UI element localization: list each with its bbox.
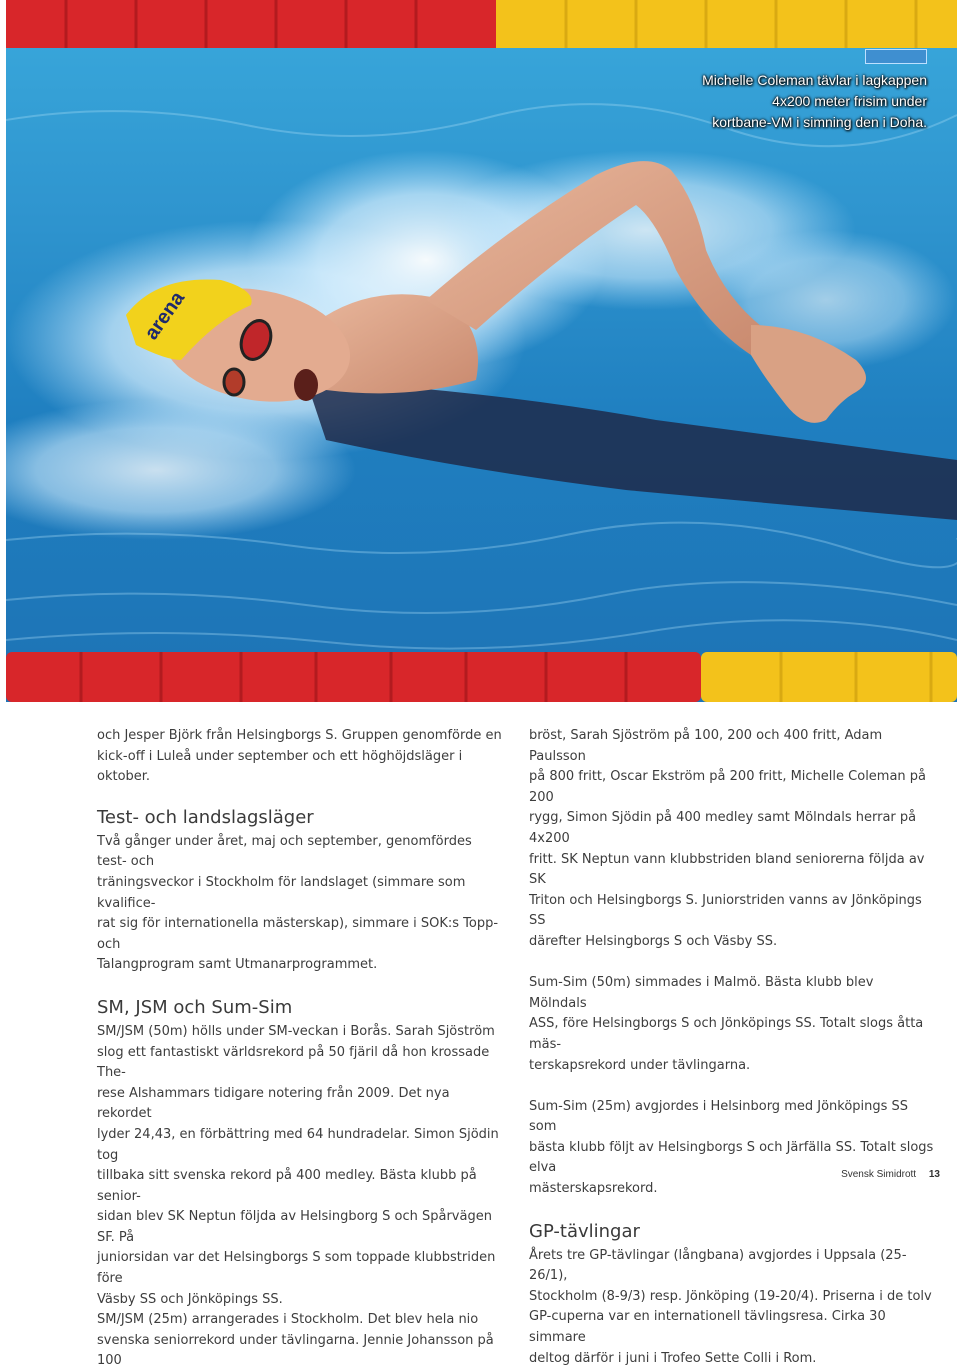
- body-line: bästa klubb följt av Helsingborgs S och Järfälla SS. Totalt slogs elva: [529, 1139, 934, 1176]
- cap-logo: arena: [140, 287, 190, 344]
- body-line: sidan blev SK Neptun följda av Helsingborg S och Spårvägen SF. På: [97, 1209, 492, 1245]
- body-line: Talangprogram samt Utmanarprogrammet.: [97, 957, 378, 973]
- caption-accent-bar: [865, 49, 927, 64]
- left-column: [97, 726, 502, 1372]
- body-line: Årets tre GP-tävlingar (långbana) avgjordes i Uppsala (25-26/1),: [529, 1247, 907, 1284]
- bottom-lane-rope: [6, 652, 957, 702]
- top-lane-rope: [6, 0, 957, 48]
- body-line: Stockholm (8-9/3) resp. Jönköping (19-20/4). Priserna i de tolv: [529, 1288, 932, 1304]
- paragraph-gap: [529, 1076, 934, 1097]
- body-line: deltog därför i juni i Trofeo Sette Colli i Rom.: [529, 1350, 817, 1366]
- body-line: mästerskapsrekord.: [529, 1181, 658, 1197]
- section-heading-test: Test- och landslagsläger: [97, 806, 314, 828]
- body-line: rat sig för internationella mästerskap), simmare i SOK:s Topp- och: [97, 916, 499, 952]
- section-heading-sm: SM, JSM och Sum-Sim: [97, 996, 293, 1018]
- body-line: SM/JSM (50m) hölls under SM-veckan i Borås. Sarah Sjöström: [97, 1023, 495, 1039]
- paragraph-gap: [529, 953, 934, 974]
- body-line: Väsby SS och Jönköpings SS.: [97, 1291, 283, 1307]
- body-line: svenska seniorrekord under tävlingarna. Jennie Johansson på 100: [97, 1332, 494, 1369]
- body-line: kick-off i Luleå under september och ett höghöjdsläger i oktober.: [97, 748, 463, 785]
- body-line: bröst, Sarah Sjöström på 100, 200 och 400 fritt, Adam Paulsson: [529, 728, 883, 764]
- body-line: på 800 fritt, Oscar Ekström på 200 fritt, Michelle Coleman på 200: [529, 769, 927, 805]
- body-line: därefter Helsingborgs S och Väsby SS.: [529, 933, 778, 949]
- body-line: GP-cuperna var en internationell tävlingsresa. Cirka 30 simmare: [529, 1309, 886, 1346]
- body-line: Sum-Sim (25m) avgjordes i Helsinborg med Jönköpings SS som: [529, 1098, 909, 1135]
- body-line: lyder 24,43, en förbättring med 64 hundradelar. Simon Sjödin tog: [97, 1126, 499, 1163]
- page-footer: [841, 1169, 940, 1180]
- swimmer-photo: [6, 0, 957, 702]
- right-column: [529, 726, 934, 1369]
- caption-line: Michelle Coleman tävlar i lagkappen: [702, 72, 927, 88]
- body-line: ASS, före Helsingborgs S och Jönköpings SS. Totalt slogs åtta mäs-: [529, 1016, 924, 1052]
- body-line: slog ett fantastiskt världsrekord på 50 fjäril då hon krossade The-: [97, 1044, 490, 1081]
- page-number: 13: [928, 1169, 940, 1180]
- magazine-name: Svensk Simidrott: [841, 1169, 917, 1180]
- body-line: terskapsrekord under tävlingarna.: [529, 1057, 751, 1073]
- caption-line: kortbane-VM i simning den i Doha.: [712, 114, 927, 130]
- body-line: rygg, Simon Sjödin på 400 medley samt Mölndals herrar på 4x200: [529, 810, 917, 846]
- body-line: tillbaka sitt svenska rekord på 400 medley. Bästa klubb på senior-: [97, 1168, 477, 1204]
- body-line: och Jesper Björk från Helsingborgs S. Gruppen genomförde en: [97, 728, 502, 743]
- body-line: juniorsidan var det Helsingborgs S som toppade klubbstriden före: [97, 1250, 496, 1287]
- body-line: Sum-Sim (50m) simmades i Malmö. Bästa klubb blev Mölndals: [529, 975, 874, 1011]
- section-heading-gp: GP-tävlingar: [529, 1220, 640, 1242]
- body-line: fritt. SK Neptun vann klubbstriden bland seniorerna följda av SK: [529, 851, 925, 888]
- body-line: Två gånger under året, maj och september, genomfördes test- och: [97, 833, 472, 870]
- body-line: SM/JSM (25m) arrangerades i Stockholm. Det blev hela nio: [97, 1312, 479, 1328]
- caption-line: 4x200 meter frisim under: [772, 93, 927, 109]
- body-line: rese Alshammars tidigare notering från 2009. Det nya rekordet: [97, 1085, 450, 1122]
- body-line: Triton och Helsingborgs S. Juniorstriden vanns av Jönköpings SS: [529, 892, 922, 929]
- photo-caption: [702, 70, 927, 133]
- body-line: träningsveckor i Stockholm för landslaget (simmare som kvalifice-: [97, 874, 466, 911]
